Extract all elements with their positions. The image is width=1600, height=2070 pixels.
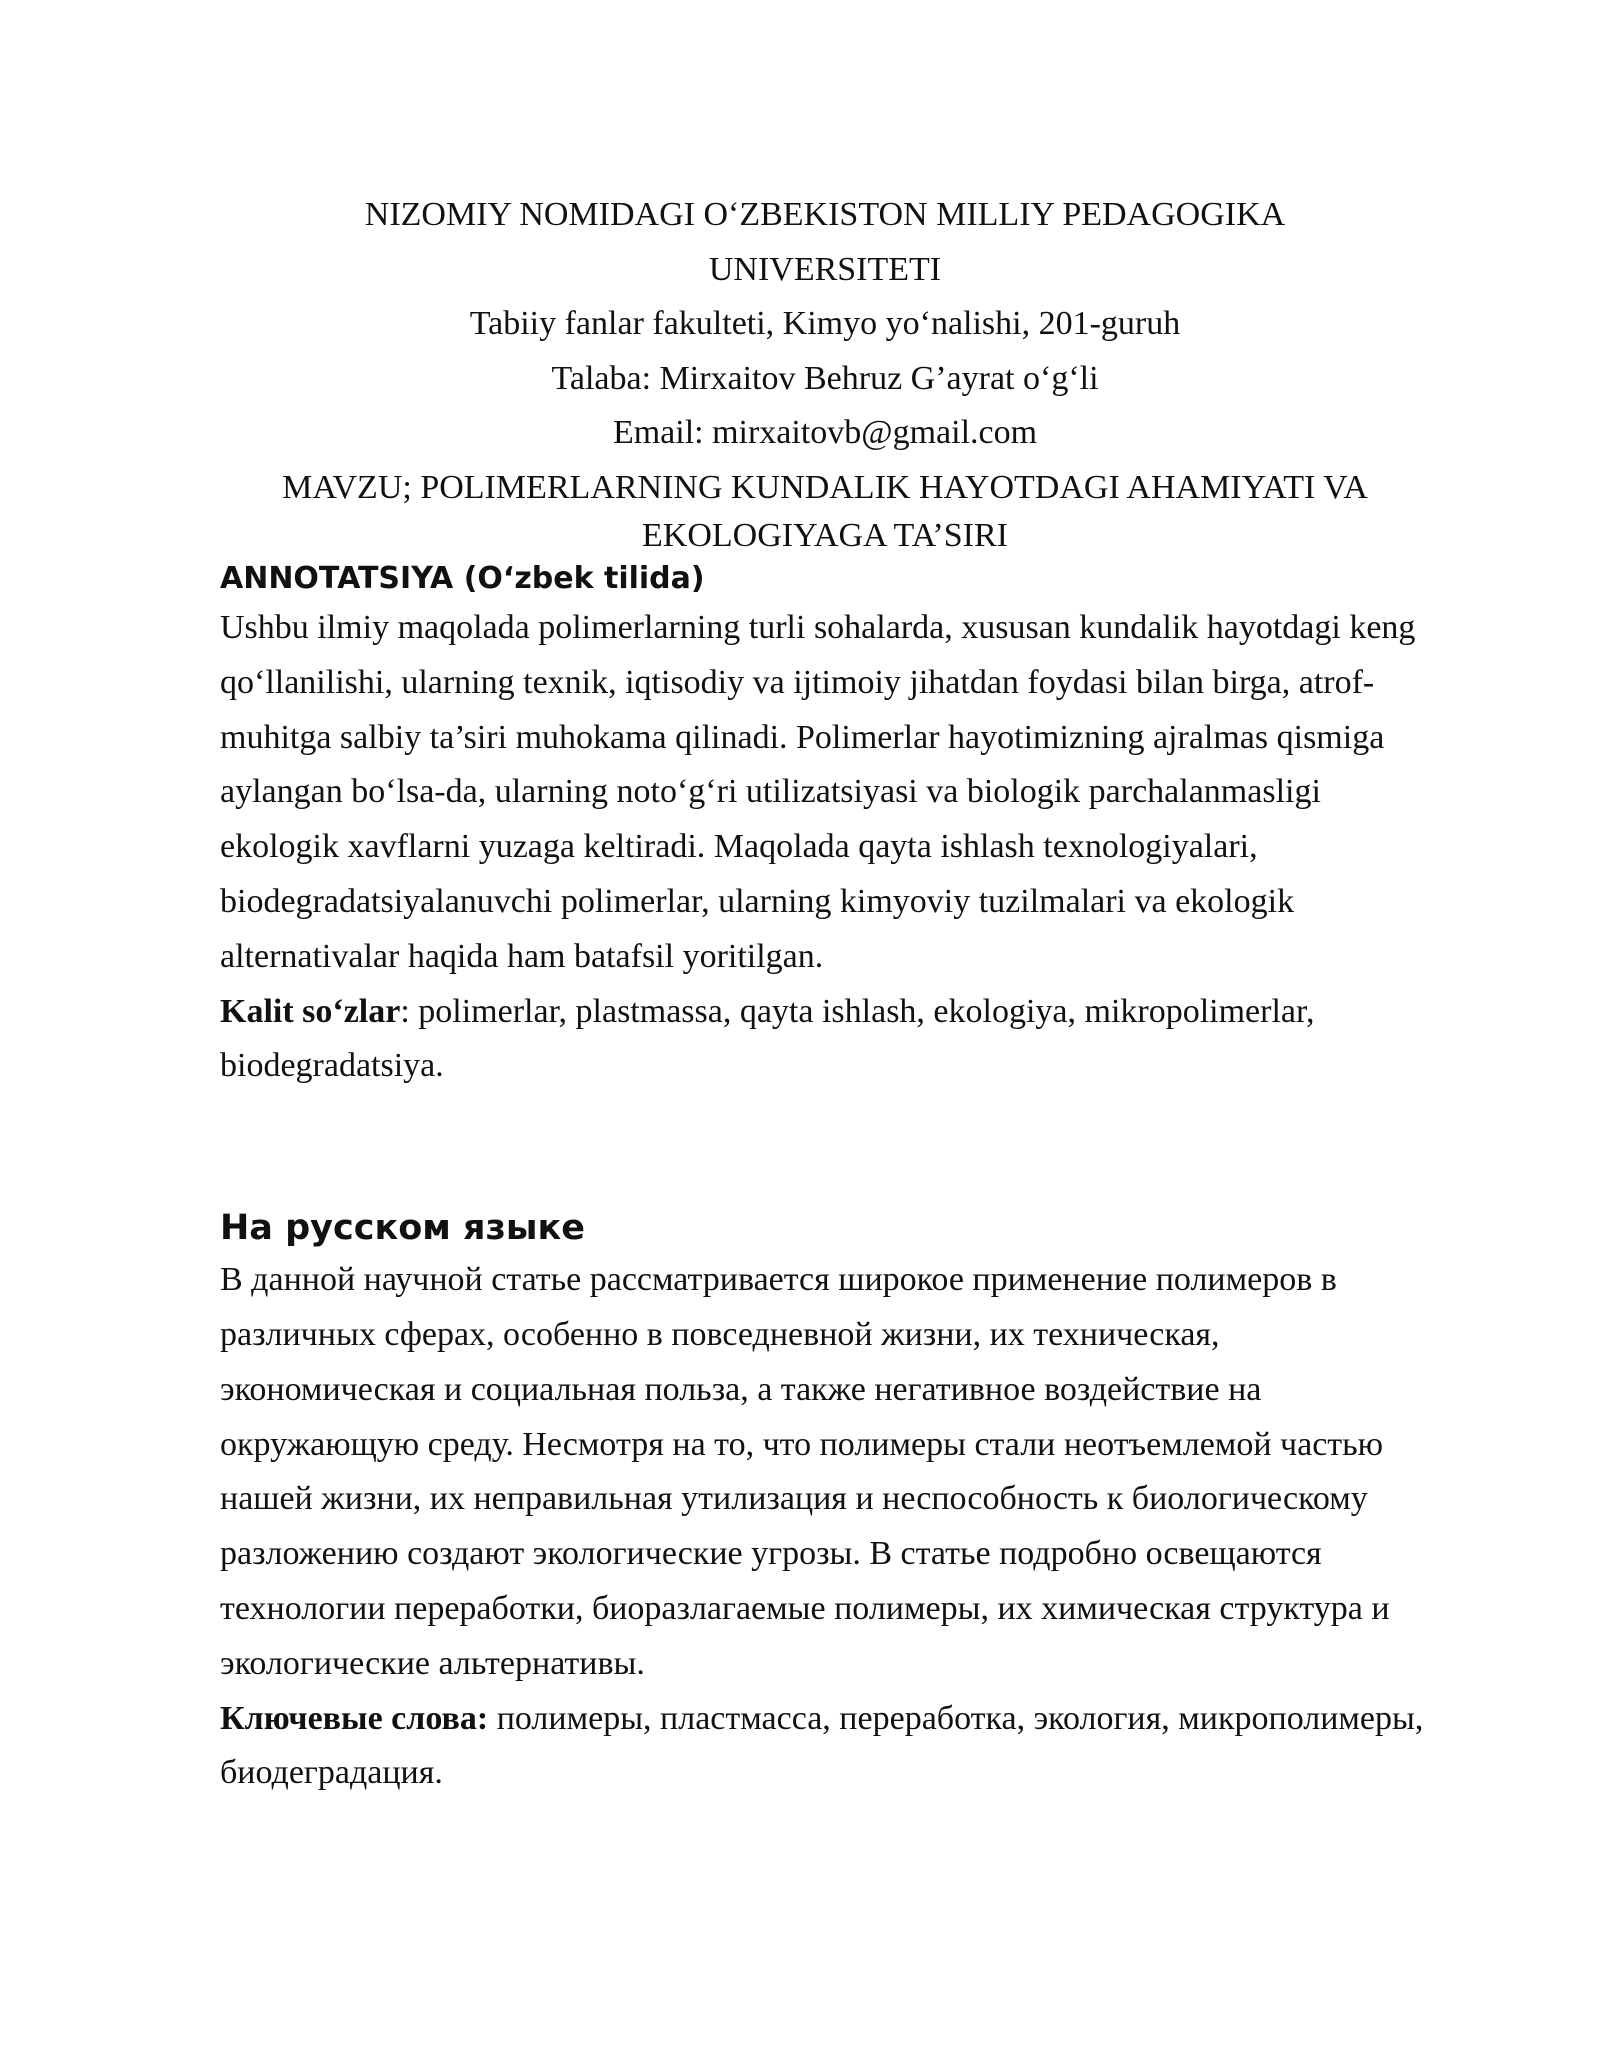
uzbek-keywords-list: : polimerlar, plastmassa, qayta ishlash, ekologiya, mikropolimerlar, biodegradatsiya. <box>220 992 1315 1085</box>
russian-abstract-text: В данной научной статье рассматривается широкое применение полимеров в различных сферах, особенно в повседневной жизни, их техническая, экономическая и социальная польза, а также негативное воздействие на окружающую среду. Несмотря на то, что полимеры стали неотъемлемой частью нашей жизни, их неправильная утилизация и неспособность к биологическому разложению создают экологические угрозы. В статье подробно освещаются технологии переработки, биоразлагаемые полимеры, их химическая структура и экологические альтернативы. <box>220 1261 1390 1682</box>
university-name: NIZOMIY NOMIDAGI O‘ZBEKISTON MILLIY PEDAGOGIKA <box>364 196 1286 233</box>
russian-keywords <box>220 1692 1430 1802</box>
topic-line-2: EKOLOGIYAGA TA’SIRI <box>642 517 1008 554</box>
uzbek-abstract-text: Ushbu ilmiy maqolada polimerlarning turli sohalarda, xususan kundalik hayotdagi keng qo‘llanilishi, ularning texnik, iqtisodiy va ijtimoiy jihatdan foydasi bilan birga, atrof-muhitga salbiy ta’siri muhokama qilinadi. Polimerlar hayotimizning ajralmas qismiga aylangan bo‘lsa-da, ularning noto‘g‘ri utilizatsiyasi va biologik parchalanmasligi ekologik xavflarni yuzaga keltiradi. Maqolada qayta ishlash texnologiyalari, biodegradatsiyalanuvchi polimerlar, ularning kimyoviy tuzilmalari va ekologik alternativalar haqida ham batafsil yoritilgan. <box>220 609 1416 975</box>
uzbek-keywords <box>220 985 1430 1095</box>
section-spacer <box>220 1094 1430 1203</box>
faculty-line: Tabiiy fanlar fakulteti, Kimyo yo‘nalishi, 201-guruh <box>469 305 1181 342</box>
student-line: Talaba: Mirxaitov Behruz G’ayrat o‘g‘li <box>551 359 1099 397</box>
uzbek-keywords-label: Kalit so‘zlar <box>220 992 401 1030</box>
university-name-line2: UNIVERSITETI <box>708 250 942 288</box>
russian-abstract-heading: На русском языке <box>220 1208 586 1249</box>
russian-keywords-list: полимеры, пластмасса, переработка, экология, микрополимеры, биодеградация. <box>220 1699 1424 1792</box>
uzbek-abstract-heading: ANNOTATSIYA (O‘zbek tilida) <box>220 561 705 596</box>
topic-line: MAVZU; POLIMERLARNING KUNDALIK HAYOTDAGI AHAMIYATI VA <box>282 468 1368 506</box>
document-page <box>220 188 1430 1801</box>
title-block <box>220 188 1430 557</box>
email-line: Email: mirxaitovb@gmail.com <box>612 414 1038 451</box>
russian-keywords-label: Ключевые слова: <box>220 1699 489 1737</box>
